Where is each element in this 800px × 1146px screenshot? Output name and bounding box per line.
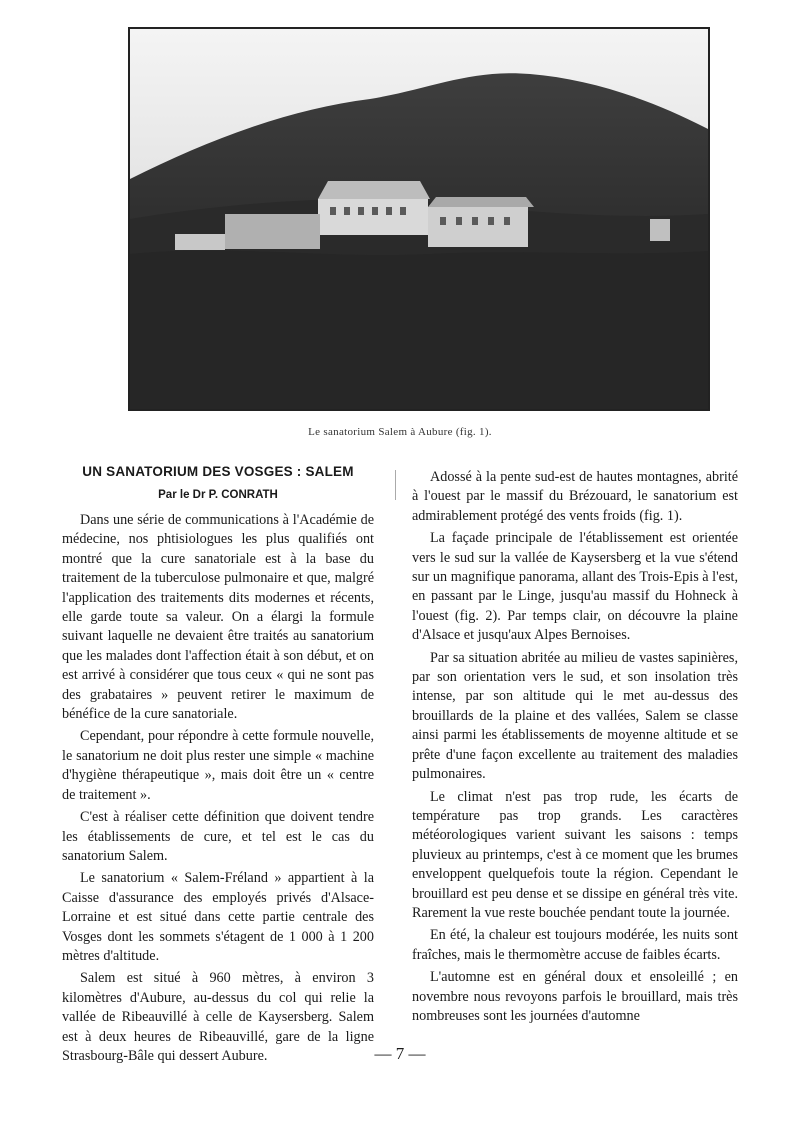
paragraph: L'automne est en général doux et ensoleillé ; en novembre nous revoyons parfois le brouillard, mais très nombreuses sont les journées d'automne	[412, 969, 738, 1024]
paragraph: Salem est situé à 960 mètres, à environ 3 kilomètres d'Aubure, au-dessus du col qui relie la vallée de Ribeauvillé à celle de Kaysersberg. Salem est à deux heures de Ribeauvillé, gare de la ligne Strasbourg-Bâle qui dessert Aubure.	[62, 970, 374, 1064]
sanatorium-illustration	[130, 29, 708, 409]
article-byline: Par le Dr P. CONRATH	[158, 489, 278, 501]
paragraph: Adossé à la pente sud-est de hautes montagnes, abrité à l'ouest par le massif du Brézouard, le sanatorium est admirablement protégé des vents froids (fig. 1).	[412, 469, 738, 524]
paragraph: Cependant, pour répondre à cette formule nouvelle, le sanatorium ne doit plus rester une simple « machine d'hygiène thérapeutique », mais doit être un « centre de traitement ».	[62, 728, 374, 803]
article-title: UN SANATORIUM DES VOSGES : SALEM	[82, 464, 354, 479]
left-column	[62, 464, 374, 1069]
paragraph: La façade principale de l'établissement est orientée vers le sud sur la vallée de Kaysersberg et la vue s'étend sur un magnifique panorama, allant des Trois-Epis à l'est, en passant par le Linge, jusqu'au massif du Hohneck à l'ouest (fig. 2). Par temps clair, on découvre la plaine d'Alsace et jusqu'aux Alpes Bernoises.	[412, 530, 738, 644]
column-divider	[395, 470, 396, 500]
photo-caption: Le sanatorium Salem à Aubure (fig. 1).	[308, 426, 492, 438]
paragraph: Le sanatorium « Salem-Fréland » appartient à la Caisse d'assurance des employés privés d'Alsace-Lorraine et est situé dans cette partie centrale des Vosges dont les sommets s'étagent de 1 000 à 1 200 mètres d'altitude.	[62, 870, 374, 964]
foreground-trees	[130, 250, 708, 409]
paragraph: En été, la chaleur est toujours modérée, les nuits sont fraîches, mais le thermomètre accuse de faibles écarts.	[412, 927, 738, 963]
paragraph: C'est à réaliser cette définition que doivent tendre les établissements de cure, et tel est le cas du sanatorium Salem.	[62, 809, 374, 864]
paragraph: Par sa situation abritée au milieu de vastes sapinières, par son orientation vers le sud, et son insolation très intense, par son altitude qui le met au-dessus des brouillards de la plaine et des vallées, Salem se classe ainsi parmi les établissements de moyenne altitude et se prête d'une façon excellente au traitement des maladies pulmonaires.	[412, 649, 738, 783]
paragraph: Le climat n'est pas trop rude, les écarts de température pas trop grands. Les caractères météorologiques varient suivant les saisons : temps pluvieux au printemps, c'est à ce moment que les brumes enveloppent quelquefois toute la région. Cependant le brouillard est peu dense et se dissipe en général très vite. Rarement la vue reste bouchée pendant toute la journée.	[412, 788, 738, 921]
paragraph: Dans une série de communications à l'Académie de médecine, nos phtisiologues les plus qualifiés ont montré que la cure sanatoriale est à la base du traitement de la tuberculose pulmonaire et que, malgré l'application des traitements dits modernes et récents, elle garde toute sa valeur. On a élargi la formule suivant laquelle ne devaient être traités au sanatorium que les malades dont l'affection était à son début, et on est arrivé à considérer que tous ceux « qui ne sont pas des grabataires » peuvent retirer le maximum de bénéfice de la cure sanatoriale.	[62, 512, 374, 723]
page-number: — 7 —	[374, 1044, 426, 1063]
sanatorium-photo	[128, 27, 710, 411]
right-column	[412, 468, 738, 1029]
